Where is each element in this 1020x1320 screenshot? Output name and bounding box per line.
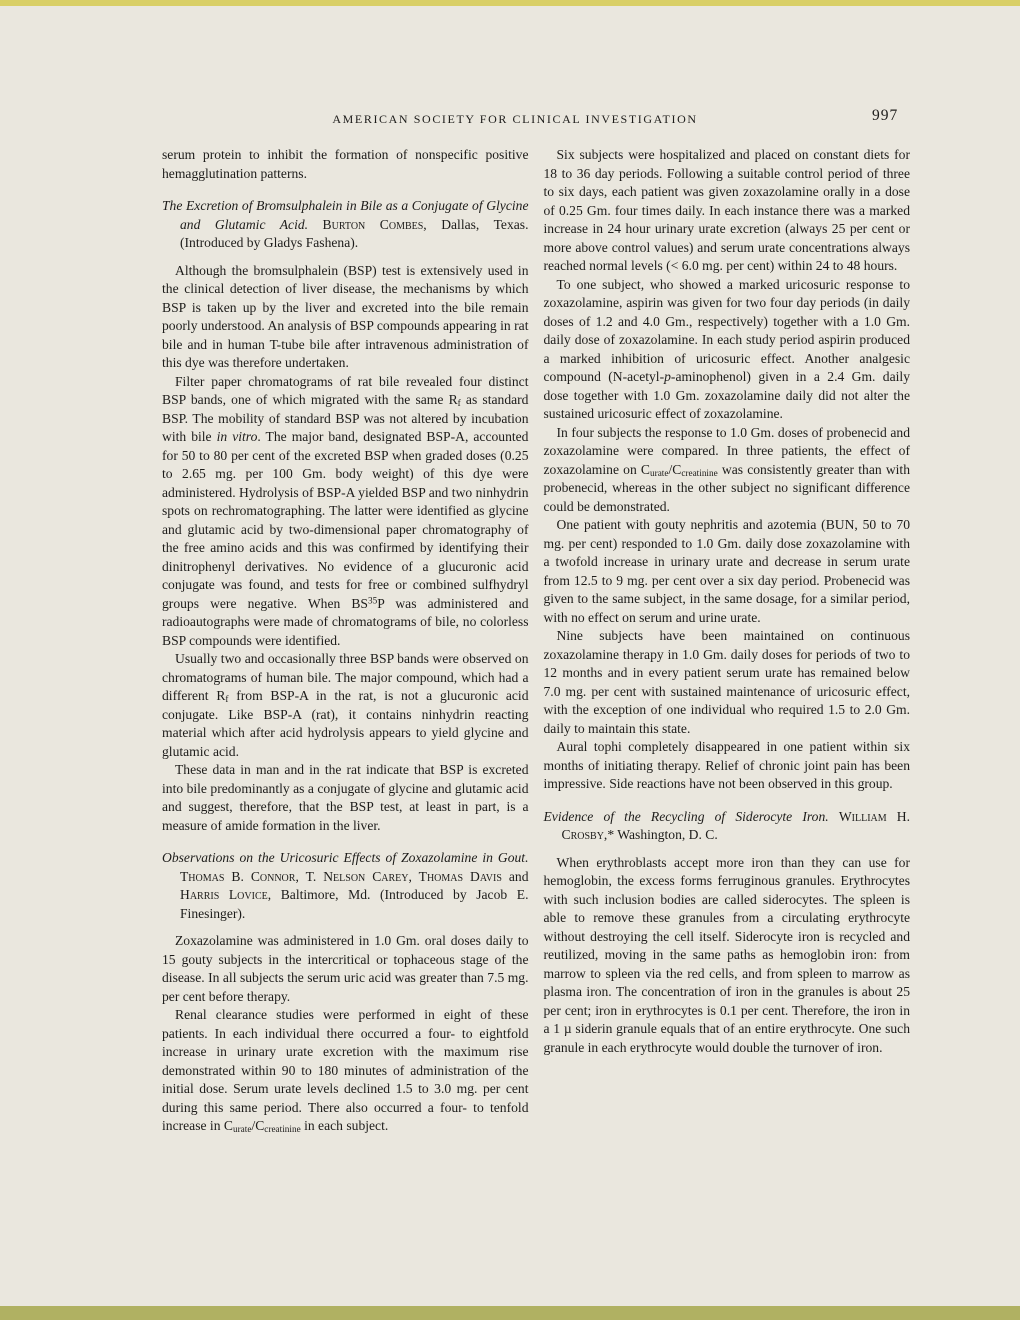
two-column-body [162, 146, 910, 1136]
scan-edge-bottom [0, 1306, 1020, 1320]
abstract-paragraph: When erythroblasts accept more iron than they can use for hemoglobin, the excess forms ferruginous granules. Erythrocytes with such inclusion bodies are called siderocytes. The spleen is able to remove these granules from a circulating erythrocyte without destroying the cell itself. Siderocyte iron is recycled and reutilized, moving in the same paths as hemoglobin iron: from marrow to spleen via the red cells, and from spleen to marrow as plasma iron. The concentration of iron in the granules is about 25 per cent; iron in erythrocytes is 0.1 per cent. Therefore, the iron in a 1 µ siderin granule equals that of an entire erythrocyte. One such granule in each erythrocyte would double the turnover of iron. [543, 854, 910, 1055]
abstract-paragraph: Usually two and occasionally three BSP bands were observed on chromatograms of human bile. The major compound, which had a different $R_f$ from BSP-A in the rat, is not a glucuronic acid conjugate. Like BSP-A (rat), it contains ninhydrin reacting material which after acid hydrolysis appears to yield glycine and glutamic acid. [162, 651, 529, 759]
abstract-paragraph: Aural tophi completely disappeared in one patient within six months of initiating therapy. Relief of chronic joint pain has been impressive. Side reactions have not been observed in this group. [543, 739, 910, 791]
abstract-paragraph: Renal clearance studies were performed in eight of these patients. In each individual there occurred a four- to eightfold increase in urinary urate excretion with the maximum rise demonstrated within 90 to 180 minutes of administration of the initial dose. Serum urate levels declined 1.5 to 3.0 mg. per cent during this same period. There also occurred a four- to tenfold increase in $C_{urate}/C_{creatinine}$ in each subject. [162, 1007, 529, 1135]
abstract-paragraph: Nine subjects have been maintained on continuous zoxazolamine therapy in 1.0 Gm. daily doses for periods of two to 12 months and in every patient serum urate has remained below 7.0 mg. per cent with sustained maintenance of uricosuric effect, with the exception of one individual who required 1.5 to 2.0 Gm. daily to maintain this state. [543, 628, 910, 736]
abstract-paragraph: In four subjects the response to 1.0 Gm. doses of probenecid and zoxazolamine were compared. In three patients, the effect of zoxazolamine on $C_{urate}/C_{creatinine}$ was consistently greater than with probenecid, whereas in the other subject no significant difference could be demonstrated. [543, 424, 910, 514]
right-column [544, 146, 911, 1136]
abstract-heading-zoxazolamine: Observations on the Uricosuric Effects of Zoxazolamine in Gout. Thomas B. Connor, T. Nelson Carey, Thomas Davis and Harris Lovice, Baltimore, Md. (Introduced by Jacob E. Finesinger). [162, 850, 529, 921]
abstract-paragraph: Zoxazolamine was administered in 1.0 Gm. oral doses daily to 15 gouty subjects in the intercritical or tophaceous stage of the disease. In all subjects the serum uric acid was greater than 7.5 mg. per cent before therapy. [162, 933, 529, 1004]
abstract-paragraph: These data in man and in the rat indicate that BSP is excreted into bile predominantly as a conjugate of glycine and glutamic acid and suggest, therefore, that the BSP test, at least in part, is a measure of amide formation in the liver. [162, 762, 529, 833]
abstract-paragraph: Six subjects were hospitalized and placed on constant diets for 18 to 36 day periods. Following a suitable control period of three to six days, each patient was given zoxazolamine orally in a dose of 0.25 Gm. four times daily. In each instance there was a marked increase in 24 hour urinary urate excretion (always 25 per cent or more above control values) and serum urate concentrations always reached normal levels (< 6.0 mg. per cent) within 24 to 48 hours. [543, 147, 910, 273]
abstract-paragraph: Filter paper chromatograms of rat bile revealed four distinct BSP bands, one of which migrated with the same $R_f$ as standard BSP. The mobility of standard BSP was not altered by incubation with bile in vitro. The major band, designated BSP-A, accounted for 50 to 80 per cent of the excreted BSP when graded doses (0.25 to 2.65 mg. per 100 Gm. body weight) of this dye were administered. Hydrolysis of BSP-A yielded BSP and two ninhydrin spots on rechromatographing. The latter were identified as glycine and glutamic acid by two-dimensional paper chromatography of the free amino acids and this was confirmed by identifying their dinitrophenyl derivatives. No evidence of a glucuronic acid conjugate was found, and tests for free or combined sulfhydryl groups were negative. When BS$^{35}$P was administered and radioautographs were made of chromatograms of bile, no colorless BSP compounds were identified. [162, 373, 529, 648]
abstract-paragraph: Although the bromsulphalein (BSP) test is extensively used in the clinical detection of liver disease, the mechanisms by which BSP is taken up by the liver and excreted into the bile remain poorly understood. An analysis of BSP compounds appearing in rat bile and in human T-tube bile after intravenous administration of this dye was therefore undertaken. [162, 262, 529, 370]
abstract-heading-siderocyte-iron: Evidence of the Recycling of Siderocyte Iron. William H. Crosby,* Washington, D. C. [543, 808, 910, 842]
running-header: AMERICAN SOCIETY FOR CLINICAL INVESTIGATION [332, 112, 698, 126]
abstract-paragraph: One patient with gouty nephritis and azotemia (BUN, 50 to 70 mg. per cent) responded to 1.0 Gm. daily dose zoxazolamine with a twofold increase in urinary urate and decrease in serum urate from 12.5 to 9 mg. per cent over a six day period. Probenecid was given to the same subject, in the same dosage, for a similar period, with no effect on serum and urine urate. [543, 517, 910, 625]
abstract-paragraph: To one subject, who showed a marked uricosuric response to zoxazolamine, aspirin was given for two four day periods (in daily doses of 1.2 and 4.0 Gm., respectively) together with a 1.0 Gm. daily dose of zoxazolamine. In each study period aspirin produced a marked inhibition of uricosuric effect. Another analgesic compound (N-acetyl-p-aminophenol) given in a 2.4 Gm. daily dose together with 1.0 Gm. zoxazolamine daily did not alter the sustained uricosuric effect of zoxazolamine. [543, 276, 910, 421]
page-number: 997 [872, 107, 899, 124]
abstract-heading-bromsulphalein: The Excretion of Bromsulphalein in Bile as a Conjugate of Glycine and Glutamic Acid. Burton Combes, Dallas, Texas. (Introduced by Gladys Fashena). [162, 198, 529, 250]
continuation-paragraph: serum protein to inhibit the formation of nonspecific positive hemagglutination patterns. [162, 147, 529, 181]
scan-edge-top [0, 0, 1020, 6]
left-column [162, 146, 529, 1136]
